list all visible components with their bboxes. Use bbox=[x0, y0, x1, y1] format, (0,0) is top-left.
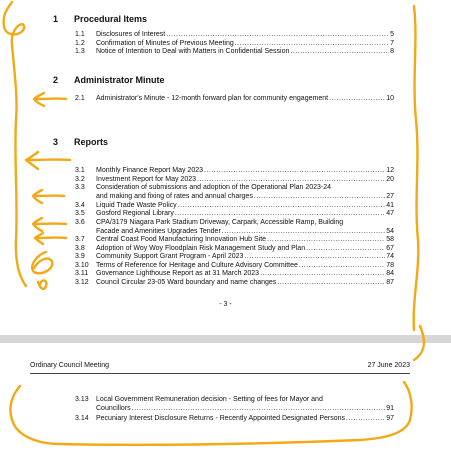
toc-item-line bbox=[96, 245, 394, 252]
toc-item-title: Council Circular 23-05 Ward boundary and name changes bbox=[96, 279, 277, 286]
toc-item-number: 3.11 bbox=[75, 270, 89, 278]
toc-item-line-continued bbox=[96, 193, 394, 200]
section-title: Administrator Minute bbox=[74, 75, 165, 85]
toc-item-title: Terms of Reference for Heritage and Culture Advisory Committee bbox=[96, 261, 298, 269]
toc-leader-dots bbox=[204, 167, 385, 174]
toc-leader-dots bbox=[244, 253, 385, 260]
toc-item-line bbox=[96, 236, 394, 243]
toc-item-page: 27 bbox=[386, 193, 394, 201]
toc-item-line bbox=[96, 396, 394, 403]
toc-item-title: Community Support Grant Program - April 2023 bbox=[96, 253, 244, 261]
toc-item-line bbox=[96, 219, 394, 226]
toc-item-number: 3.12 bbox=[75, 279, 89, 286]
toc-item-number: 2.1 bbox=[75, 95, 85, 102]
toc-item-line bbox=[96, 31, 394, 38]
toc-item-page: 20 bbox=[386, 175, 394, 183]
toc-item-page: 10 bbox=[386, 95, 394, 102]
toc-leader-dots bbox=[346, 415, 385, 422]
toc-item-number: 3.9 bbox=[75, 253, 85, 261]
toc-item-title-continued: Facade and Amenities Upgrades Tender bbox=[96, 227, 221, 235]
page-number: - 3 - bbox=[219, 301, 232, 308]
toc-item-number: 3.13 bbox=[75, 396, 89, 403]
toc-item-page: 54 bbox=[386, 227, 394, 235]
agenda-page-4 bbox=[0, 343, 451, 454]
toc-leader-dots bbox=[178, 202, 386, 209]
toc-item-title: Central Coast Food Manufacturing Innovation Hub Site bbox=[96, 236, 267, 243]
toc-leader-dots bbox=[267, 236, 385, 243]
toc-item-line bbox=[96, 176, 394, 183]
toc-item-line-continued bbox=[96, 405, 394, 412]
toc-item-number: 3.7 bbox=[75, 236, 85, 243]
toc-item-number: 3.5 bbox=[75, 210, 85, 218]
toc-item-page: 5 bbox=[390, 31, 394, 38]
toc-item-number: 3.6 bbox=[75, 218, 85, 226]
page-separator bbox=[0, 335, 451, 343]
toc-leader-dots bbox=[254, 193, 385, 200]
toc-item-page: 47 bbox=[386, 210, 394, 218]
toc-item-page: 12 bbox=[386, 167, 394, 174]
section-number: 3 bbox=[53, 137, 59, 147]
header-meeting-name: Ordinary Council Meeting bbox=[30, 362, 109, 369]
toc-item-title: Adoption of Woy Woy Floodplain Risk Management Study and Plan bbox=[96, 244, 306, 252]
toc-leader-dots bbox=[235, 40, 389, 47]
toc-item-page: 7 bbox=[390, 39, 394, 47]
toc-item-line bbox=[96, 184, 394, 191]
toc-item-line bbox=[96, 262, 394, 269]
toc-item-page: 74 bbox=[386, 253, 394, 261]
toc-item-line bbox=[96, 40, 394, 47]
toc-leader-dots bbox=[132, 405, 386, 412]
toc-leader-dots bbox=[197, 176, 385, 183]
toc-leader-dots bbox=[299, 262, 385, 269]
toc-item-line bbox=[96, 279, 394, 286]
toc-item-line bbox=[96, 415, 394, 422]
toc-item-number: 3.14 bbox=[75, 415, 89, 422]
toc-item-page: 41 bbox=[386, 201, 394, 209]
toc-item-number: 1.1 bbox=[75, 31, 85, 38]
toc-leader-dots bbox=[260, 270, 385, 277]
toc-item-page: 58 bbox=[386, 236, 394, 243]
toc-item-title: Disclosures of Interest bbox=[96, 31, 166, 38]
section-number: 2 bbox=[53, 75, 59, 85]
toc-item-line bbox=[96, 48, 394, 55]
toc-item-line bbox=[96, 253, 394, 260]
toc-item-title: Monthly Finance Report May 2023 bbox=[96, 167, 203, 174]
toc-item-title: Consideration of submissions and adoption of the Operational Plan 2023-24 bbox=[96, 184, 332, 192]
toc-item-page: 78 bbox=[386, 261, 394, 269]
toc-item-number: 1.2 bbox=[75, 39, 85, 47]
toc-item-line bbox=[96, 270, 394, 277]
toc-item-number: 3.4 bbox=[75, 201, 85, 209]
toc-item-title: CPA/3179 Niagara Park Stadium Driveway, Carpark, Accessible Ramp, Building bbox=[96, 218, 344, 226]
toc-leader-dots bbox=[222, 228, 385, 235]
toc-item-title: Administrator's Minute - 12-month forward plan for community engagement bbox=[96, 95, 329, 102]
toc-item-number: 1.3 bbox=[75, 48, 85, 56]
toc-item-line-continued bbox=[96, 228, 394, 235]
toc-item-number: 3.8 bbox=[75, 244, 85, 252]
toc-item-number: 3.2 bbox=[75, 175, 85, 183]
header-meeting-date: 27 June 2023 bbox=[367, 362, 410, 369]
toc-item-page: 8 bbox=[390, 48, 394, 56]
toc-item-title: Governance Lighthouse Report as at 31 March 2023 bbox=[96, 270, 260, 278]
toc-item-number: 3.3 bbox=[75, 184, 85, 192]
toc-leader-dots bbox=[166, 31, 389, 38]
toc-leader-dots bbox=[290, 48, 389, 55]
toc-item-title: Confirmation of Minutes of Previous Meeting bbox=[96, 39, 234, 47]
toc-item-title: Local Government Remuneration decision - Setting of fees for Mayor and bbox=[96, 396, 323, 403]
toc-item-title-continued: Councillors bbox=[96, 405, 131, 412]
toc-leader-dots bbox=[306, 245, 385, 252]
toc-item-title: Gosford Regional Library bbox=[96, 210, 174, 218]
toc-item-title: Investment Report for May 2023 bbox=[96, 175, 196, 183]
toc-item-title: Notice of Intention to Deal with Matters in Confidential Session bbox=[96, 48, 290, 56]
toc-leader-dots bbox=[277, 279, 385, 286]
section-number: 1 bbox=[53, 14, 59, 24]
toc-item-title-continued: and making and fixing of rates and annual charges bbox=[96, 193, 253, 201]
toc-item-page: 91 bbox=[386, 405, 394, 412]
toc-item-page: 84 bbox=[386, 270, 394, 278]
toc-item-line bbox=[96, 202, 394, 209]
toc-item-title: Pecuniary Interest Disclosure Returns - Recently Appointed Designated Persons bbox=[96, 415, 346, 422]
toc-item-line bbox=[96, 167, 394, 174]
toc-item-line bbox=[96, 95, 394, 102]
header-rule bbox=[30, 373, 410, 374]
toc-item-page: 87 bbox=[386, 279, 394, 286]
toc-item-page: 97 bbox=[386, 415, 394, 422]
toc-item-title: Liquid Trade Waste Policy bbox=[96, 201, 177, 209]
toc-item-number: 3.10 bbox=[75, 261, 89, 269]
toc-item-page: 67 bbox=[386, 244, 394, 252]
section-title: Reports bbox=[74, 137, 109, 147]
toc-leader-dots bbox=[329, 95, 385, 102]
section-title: Procedural Items bbox=[74, 14, 148, 24]
toc-item-number: 3.1 bbox=[75, 167, 85, 174]
toc-item-line bbox=[96, 210, 394, 217]
toc-leader-dots bbox=[175, 210, 385, 217]
